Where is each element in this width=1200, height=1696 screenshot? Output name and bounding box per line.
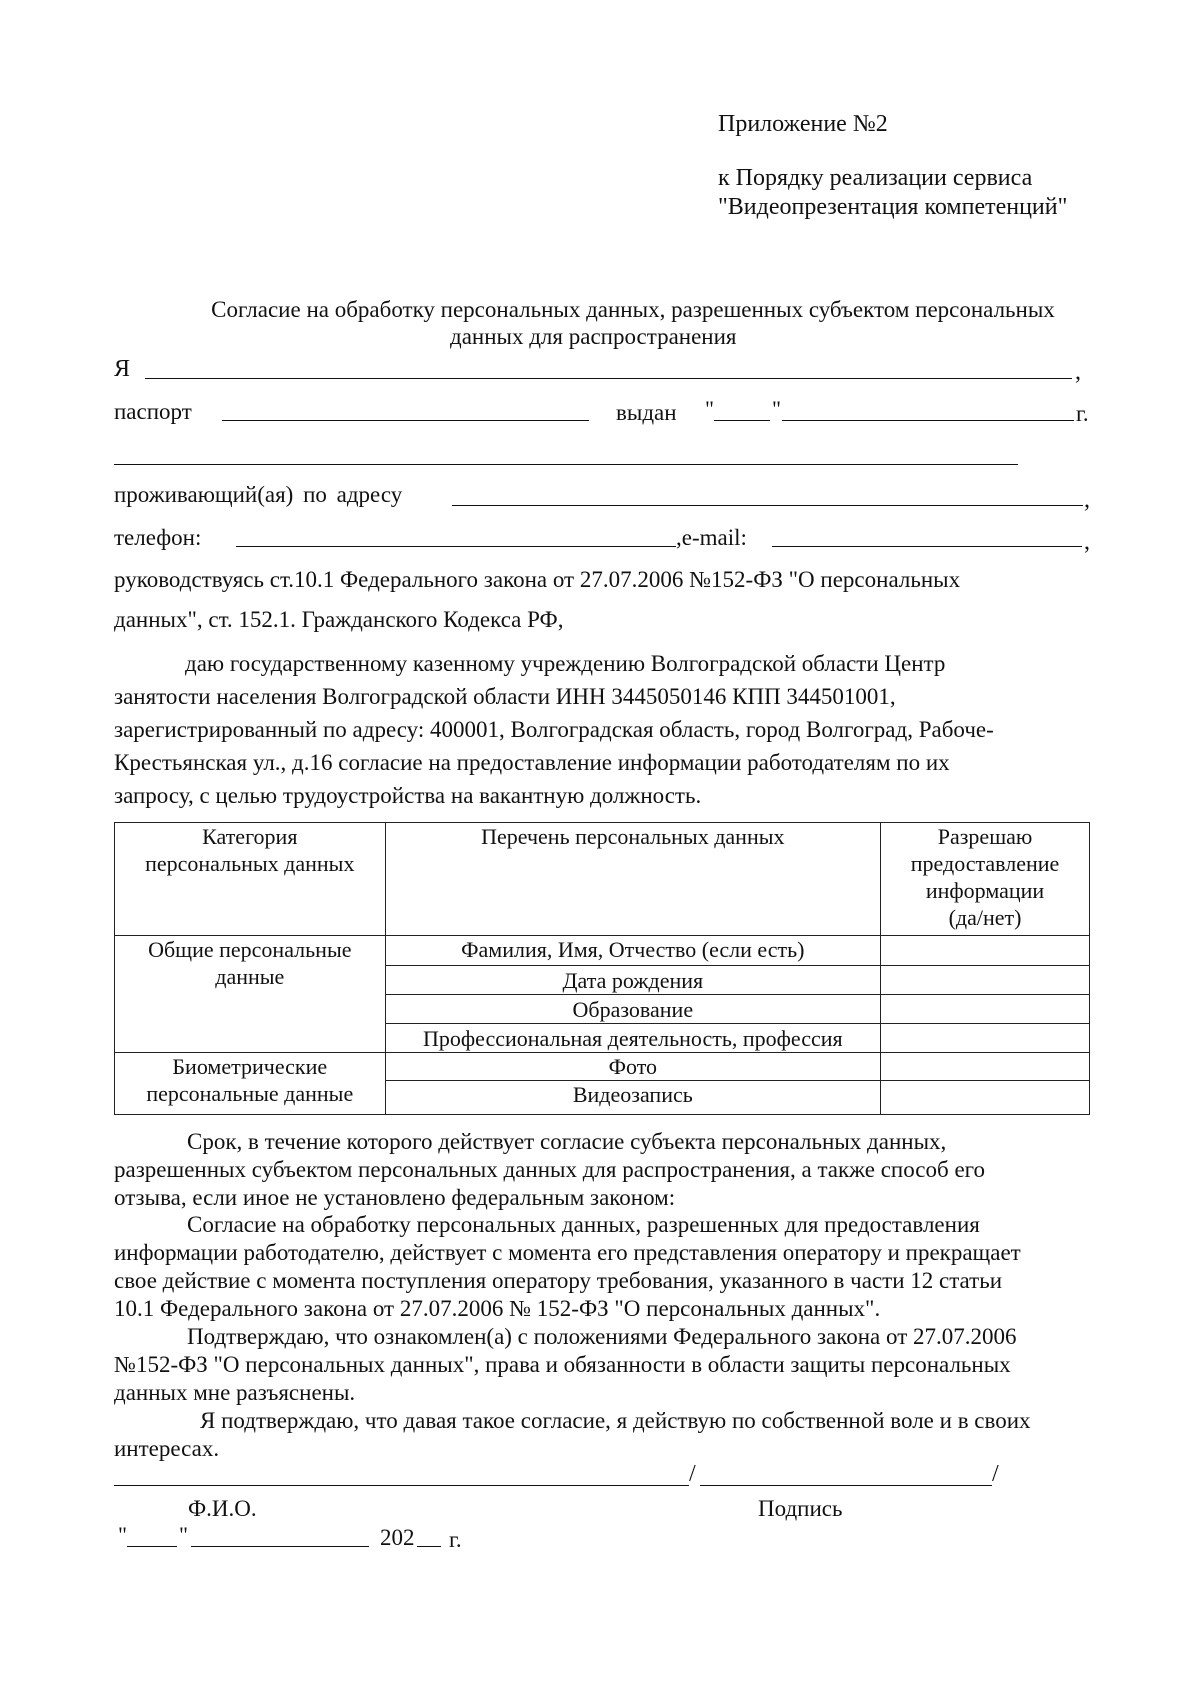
- header-permission-line2: предоставление: [910, 851, 1060, 876]
- free-will-line1: Я подтверждаю, что давая такое согласие, я действую по собственной воле и в своих: [200, 1408, 1031, 1433]
- permission-cell[interactable]: [881, 966, 1090, 995]
- term-line6: свое действие с момента поступления оператору требования, указанного в части 12 статьи: [114, 1268, 1003, 1293]
- name-label: Я: [114, 356, 131, 382]
- header-category: [115, 823, 386, 936]
- header-category-line2: персональных данных: [145, 851, 355, 876]
- permission-cell[interactable]: [881, 1053, 1090, 1081]
- date-month-line[interactable]: [191, 1546, 369, 1547]
- date-open-quote: ": [118, 1522, 127, 1547]
- issued-day-open-quote: ": [705, 396, 714, 421]
- permission-cell[interactable]: [881, 995, 1090, 1024]
- email-field-line[interactable]: [772, 546, 1082, 547]
- table-header-row: [115, 823, 1090, 936]
- fio-signature-line[interactable]: [114, 1485, 689, 1486]
- acknowledge-line2: №152-ФЗ "О персональных данных", права и обязанности в области защиты персональных: [114, 1352, 1011, 1377]
- email-comma: ,: [1084, 529, 1090, 555]
- date-year-prefix: 202: [380, 1525, 415, 1550]
- date-year-line[interactable]: [417, 1546, 441, 1547]
- term-line5: информации работодателю, действует с момента его представления оператору и прекращает: [114, 1240, 1021, 1265]
- table-row: [115, 1053, 1090, 1081]
- address-label: проживающий(ая) по адресу: [114, 482, 403, 507]
- term-line4: Согласие на обработку персональных данных, разрешенных для предоставления: [187, 1212, 980, 1237]
- email-label: ,e-mail:: [676, 525, 747, 550]
- phone-label: телефон:: [114, 525, 202, 550]
- item-profession: Профессиональная деятельность, профессия: [385, 1024, 881, 1053]
- category-general-line1: Общие персональные: [148, 937, 352, 962]
- issued-label: выдан: [616, 400, 677, 425]
- appendix-number: Приложение №2: [718, 111, 888, 137]
- issued-month-year-line[interactable]: [782, 420, 1074, 421]
- category-general-line2: данные: [215, 964, 285, 989]
- date-year-suffix: г.: [449, 1527, 462, 1552]
- phone-field-line[interactable]: [236, 546, 676, 547]
- header-list: Перечень персональных данных: [385, 823, 881, 936]
- category-biometric-line2: персональные данные: [146, 1081, 354, 1106]
- issued-day-close-quote: ": [772, 396, 781, 421]
- passport-number-line[interactable]: [222, 420, 589, 421]
- item-video: Видеозапись: [385, 1081, 881, 1115]
- signature-line[interactable]: [700, 1485, 992, 1486]
- date-day-line[interactable]: [127, 1546, 177, 1547]
- name-comma: ,: [1075, 359, 1081, 385]
- header-permission: [881, 823, 1090, 936]
- issuer-field-line[interactable]: [114, 464, 1018, 465]
- term-line7: 10.1 Федерального закона от 27.07.2006 № 152-ФЗ "О персональных данных".: [114, 1296, 881, 1321]
- permission-cell[interactable]: [881, 936, 1090, 966]
- document-title-line2: данных для распространения: [450, 324, 737, 349]
- appendix-service-name: "Видеопрезентация компетенций": [718, 194, 1068, 220]
- item-full-name: Фамилия, Имя, Отчество (если есть): [385, 936, 881, 966]
- category-biometric-line1: Биометрические: [172, 1054, 328, 1079]
- issued-year-suffix: г.: [1076, 401, 1089, 426]
- item-photo: Фото: [385, 1053, 881, 1081]
- address-field-line[interactable]: [452, 505, 1083, 506]
- item-birth-date: Дата рождения: [385, 966, 881, 995]
- name-field-line[interactable]: [145, 378, 1072, 379]
- passport-label: паспорт: [114, 399, 192, 424]
- appendix-reference: к Порядку реализации сервиса: [718, 165, 1033, 191]
- permissions-table: [114, 822, 1090, 1115]
- signature-slash-right: /: [992, 1461, 999, 1487]
- issued-day-line[interactable]: [714, 420, 770, 421]
- document-title: Согласие на обработку персональных данных, разрешенных субъектом персональных: [211, 297, 1055, 322]
- term-line3: отзыва, если иное не установлено федеральным законом:: [114, 1185, 676, 1210]
- permission-cell[interactable]: [881, 1024, 1090, 1053]
- consent-line1: даю государственному казенному учреждению Волгоградской области Центр: [185, 651, 946, 676]
- header-permission-line1: Разрешаю: [937, 824, 1033, 849]
- header-permission-line3: информации: [925, 878, 1045, 903]
- law-reference-line2: данных", ст. 152.1. Гражданского Кодекса РФ,: [114, 607, 564, 632]
- fio-label: Ф.И.О.: [188, 1496, 257, 1521]
- table-row: [115, 936, 1090, 966]
- term-line2: разрешенных субъектом персональных данных для распространения, а также способ его: [114, 1157, 986, 1182]
- item-education: Образование: [385, 995, 881, 1024]
- signature-slash-left: /: [689, 1461, 696, 1487]
- signature-label: Подпись: [758, 1496, 843, 1521]
- header-category-line1: Категория: [202, 824, 298, 849]
- consent-line2: занятости населения Волгоградской области ИНН 3445050146 КПП 344501001,: [114, 684, 896, 709]
- acknowledge-line3: данных мне разъяснены.: [114, 1380, 356, 1405]
- consent-line5: запросу, с целью трудоустройства на вакантную должность.: [114, 783, 702, 808]
- permission-cell[interactable]: [881, 1081, 1090, 1115]
- law-reference-line1: руководствуясь ст.10.1 Федерального закона от 27.07.2006 №152-ФЗ "О персональных: [114, 567, 961, 592]
- category-general: [115, 936, 386, 1053]
- acknowledge-line1: Подтверждаю, что ознакомлен(а) с положениями Федерального закона от 27.07.2006: [187, 1324, 1017, 1349]
- category-biometric: [115, 1053, 386, 1115]
- address-comma: ,: [1084, 487, 1090, 513]
- consent-line4: Крестьянская ул., д.16 согласие на предоставление информации работодателям по их: [114, 750, 950, 775]
- term-line1: Срок, в течение которого действует согласие субъекта персональных данных,: [187, 1129, 947, 1154]
- header-permission-line4: (да/нет): [948, 905, 1022, 930]
- consent-line3: зарегистрированный по адресу: 400001, Волгоградская область, город Волгоград, Рабоче-: [114, 717, 994, 742]
- free-will-line2: интересах.: [114, 1436, 220, 1461]
- date-close-quote: ": [179, 1522, 188, 1547]
